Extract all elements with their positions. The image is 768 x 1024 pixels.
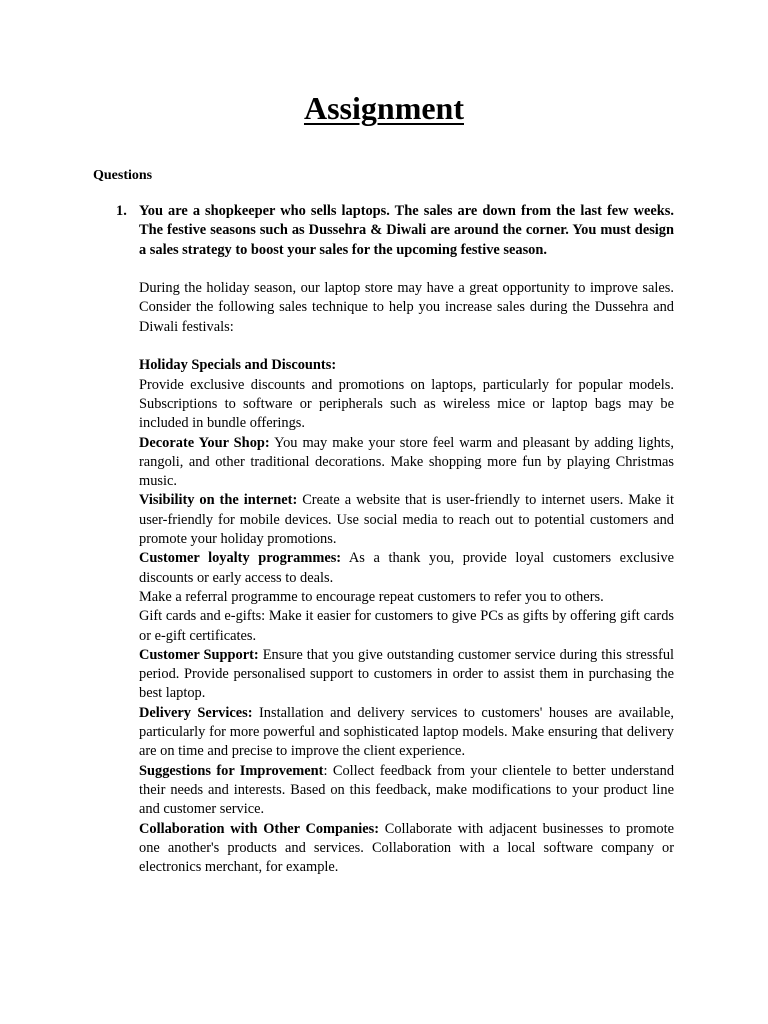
visibility-heading: Visibility on the internet: <box>139 492 298 509</box>
document-title: Assignment <box>303 90 464 126</box>
spacer <box>139 260 674 279</box>
spacer <box>139 337 674 356</box>
loyalty-paragraph <box>139 549 674 588</box>
delivery-heading: Delivery Services: <box>139 704 253 721</box>
suggestions-body: : Collect feedback from your clientele to better understand their needs and interests. Based on this feedback, make modifications to your product line and customer service. <box>139 762 675 818</box>
visibility-paragraph <box>139 491 674 549</box>
question-text: You are a shopkeeper who sells laptops. The sales are down from the last few weeks. The festive seasons such as Dussehra & Diwali are around the corner. You must design a sales strategy to boost your sales for the upcoming festive season. <box>139 203 674 258</box>
collaboration-paragraph <box>139 820 674 878</box>
question-number: 1. <box>116 203 127 219</box>
referral-paragraph: Make a referral programme to encourage repeat customers to refer you to others. <box>139 588 604 605</box>
decorate-paragraph <box>139 434 674 492</box>
suggestions-heading: Suggestions for Improvement <box>139 762 324 779</box>
support-heading: Customer Support: <box>139 646 259 663</box>
decorate-body: You may make your store feel warm and pleasant by adding lights, rangoli, and other traditional decorations. Make shopping more fun by playing Christmas music. <box>139 434 675 490</box>
visibility-body: Create a website that is user-friendly to internet users. Make it user-friendly for mobile devices. Use social media to reach out to potential customers and promote your holiday promotions. <box>139 492 674 548</box>
collaboration-heading: Collaboration with Other Companies: <box>139 820 380 837</box>
loyalty-heading: Customer loyalty programmes: <box>139 550 342 567</box>
support-paragraph <box>139 646 674 704</box>
loyalty-body: As a thank you, provide loyal customers exclusive discounts or early access to deals. <box>139 550 675 586</box>
holiday-heading: Holiday Specials and Discounts: <box>139 357 337 374</box>
collaboration-body: Collaborate with adjacent businesses to promote one another's products and services. Collaboration with a local software company or electronics merchant, for example. <box>139 820 674 876</box>
delivery-paragraph <box>139 704 674 762</box>
questions-label: Questions <box>93 168 153 183</box>
support-body: Ensure that you give outstanding customer service during this stressful period. Provide personalised support to customers in order to assist them in purchasing the best laptop. <box>139 646 675 702</box>
intro-paragraph: During the holiday season, our laptop store may have a great opportunity to improve sales. Consider the following sales technique to help you increase sales during the Dussehra and Diwali festivals: <box>139 280 674 335</box>
giftcards-paragraph: Gift cards and e-gifts: Make it easier for customers to give PCs as gifts by offering gift cards or e-gift certificates. <box>139 608 674 644</box>
question-content <box>139 202 674 877</box>
decorate-heading: Decorate Your Shop: <box>139 434 270 451</box>
suggestions-paragraph <box>139 762 674 820</box>
delivery-body: Installation and delivery services to customers' houses are available, particularly for more powerful and sophisticated laptop models. Make ensuring that delivery are on time and precise to improve the client experience. <box>139 704 674 760</box>
holiday-paragraph: Provide exclusive discounts and promotions on laptops, particularly for popular models. Subscriptions to software or peripherals such as wireless mice or laptop bags may be included in bundle offerings. <box>139 376 674 432</box>
